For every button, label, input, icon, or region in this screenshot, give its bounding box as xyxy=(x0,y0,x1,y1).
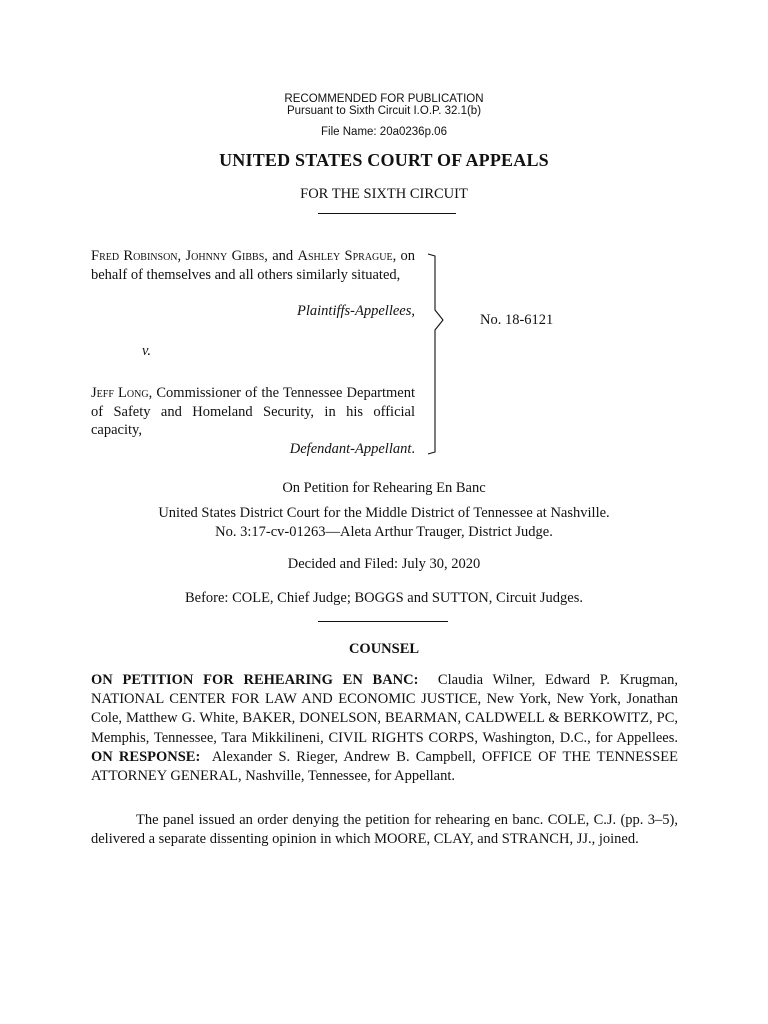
publication-status: RECOMMENDED FOR PUBLICATION xyxy=(284,93,484,105)
panel-line: Before: COLE, Chief Judge; BOGGS and SUTTON, Circuit Judges. xyxy=(184,590,584,606)
plaintiff-conjunction: , and xyxy=(264,248,294,264)
plaintiff-2-last: Gibbs xyxy=(231,248,265,264)
counsel-label-rehearing: ON PETITION FOR REHEARING EN BANC: xyxy=(91,672,419,688)
title-divider xyxy=(318,213,456,214)
plaintiff-1-first: Fred xyxy=(91,248,120,264)
defendant-role: Defendant-Appellant xyxy=(289,441,412,457)
plaintiff-2-first: Johnny xyxy=(185,248,228,264)
court-title: UNITED STATES COURT OF APPEALS xyxy=(219,150,549,170)
defendant-first: Jeff xyxy=(91,385,114,401)
plaintiffs-role-line: Plaintiffs-Appellees, xyxy=(297,303,415,319)
plaintiff-3-last: Sprague xyxy=(344,248,393,264)
circuit-name: FOR THE SIXTH CIRCUIT xyxy=(300,186,468,202)
counsel-appellant: Alexander S. Rieger, Andrew B. Campbell, OFFICE OF THE TENNESSEE ATTORNEY GENERAL, Nashville, Tennessee, for Appellant. xyxy=(91,748,681,785)
petition-line: On Petition for Rehearing En Banc xyxy=(282,480,486,496)
decided-line: Decided and Filed: July 30, 2020 xyxy=(287,556,481,572)
docket-number: No. 18-6121 xyxy=(480,312,554,328)
publication-rule: Pursuant to Sixth Circuit I.O.P. 32.1(b) xyxy=(286,105,482,117)
defendant-block xyxy=(91,384,415,440)
counsel-appellees: Claudia Wilner, Edward P. Krugman, NATIONAL CENTER FOR LAW AND ECONOMIC JUSTICE, New York, New York, Jonathan Cole, Matthew G. White, BAKER, DONELSON, BEARMAN, CALDWELL & BERKOWITZ, PC, Memphis, Tennessee, Tara Mikkilineni, CIVIL RIGHTS CORPS, Washington, D.C., for Appellees. xyxy=(91,672,686,746)
file-name: File Name: 20a0236p.06 xyxy=(321,126,447,138)
district-case-line: No. 3:17-cv-01263—Aleta Arthur Trauger, District Judge. xyxy=(215,524,553,540)
plaintiff-1-last: Robinson xyxy=(123,248,178,264)
plaintiffs-description: , on behalf of themselves and all others similarly situated, xyxy=(91,248,416,283)
district-court-line: United States District Court for the Middle District of Tennessee at Nashville. xyxy=(158,505,610,521)
counsel-heading: COUNSEL xyxy=(348,641,420,657)
counsel-label-response: ON RESPONSE: xyxy=(91,748,201,765)
counsel-divider xyxy=(318,621,448,622)
counsel-paragraph xyxy=(91,671,686,786)
plaintiffs-block: Fred Robinson, Johnny Gibbs, and Ashley Sprague, on behalf of themselves and all others similarly situated, xyxy=(91,248,416,283)
plaintiff-3-first: Ashley xyxy=(297,248,341,264)
plaintiffs-role: Plaintiffs-Appellees xyxy=(297,303,412,319)
order-paragraph: The panel issued an order denying the petition for rehearing en banc. COLE, C.J. (pp. 3–5), delivered a separate dissenting opinion in which MOORE, CLAY, and STRANCH, JJ., joined. xyxy=(91,812,678,848)
defendant-role-line: Defendant-Appellant. xyxy=(289,441,415,457)
caption-brace xyxy=(426,253,450,457)
defendant-description: , Commissioner of the Tennessee Department of Safety and Homeland Security, in his official capacity, xyxy=(91,385,415,438)
defendant-last: Long xyxy=(118,385,149,401)
versus: v. xyxy=(142,343,151,359)
